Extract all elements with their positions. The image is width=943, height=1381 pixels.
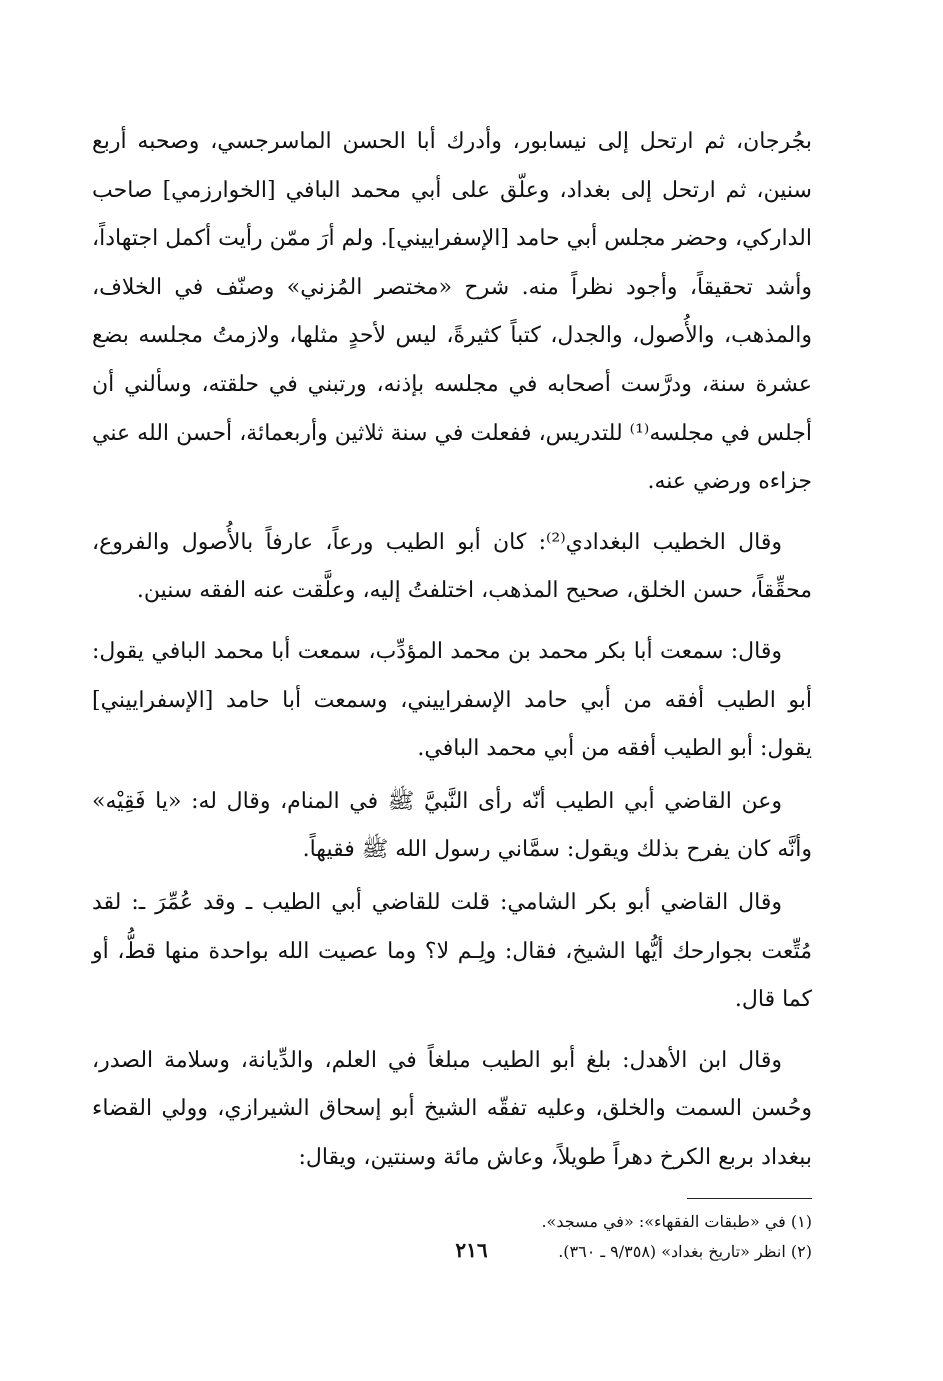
paragraph-5: وقال القاضي أبو بكر الشامي: قلت للقاضي أبي الطيب ـ وقد عُمِّرَ ـ: لقد مُتِّعت بجوارحك أيُّها الشيخ، فقال: ولِـم لا؟ وما عصيت الله بواحدة منها قطُّ، أو كما قال. — [92, 889, 812, 1013]
paragraph-1: بجُرجان، ثم ارتحل إلى نيسابور، وأدرك أبا الحسن الماسرجسي، وصحبه أربع سنين، ثم ارتحل إلى بغداد، وعلّق على أبي محمد البافي [الخوارزمي] صاحب الداركي، وحضر مجلس أبي حامد [الإسفراييني]. ولم أرَ ممّن رأيت أكمل اجتهاداً، وأشد تحقيقاً، وأجود نظراً منه. شرح «مختصر المُزني» وصنّف في الخلاف، والمذهب، والأُصول، والجدل، كتباً كثيرةً، ليس لأحدٍ مثلها، ولازمتُ مجلسه بضع عشرة سنة، ودرَّست أصحابه في مجلسه بإذنه، ورتبني في حلقته، وسألني أن أجلس في مجلسه⁽¹⁾ للتدريس، ففعلت في سنة ثلاثين وأربعمائة، أحسن الله عني جزاءه ورضي عنه. — [92, 129, 812, 495]
paragraph-6: وقال ابن الأهدل: بلغ أبو الطيب مبلغاً في العلم، والدِّيانة، وسلامة الصدر، وحُسن السمت والخلق، وعليه تفقّه الشيخ أبو إسحاق الشيرازي، وولي القضاء ببغداد بربع الكرخ دهراً طويلاً، وعاش مائة وسنتين، ويقال: — [92, 1047, 812, 1170]
paragraph-4: وعن القاضي أبي الطيب أنّه رأى النَّبيَّ ﷺ في المنام، وقال له: «يا فَقِيْه» وأنَّه كان يفرح بذلك ويقول: سمَّاني رسول الله ﷺ فقيهاً. — [92, 788, 812, 863]
page-number: ٢١٦ — [455, 1238, 488, 1262]
page-body — [92, 118, 812, 1267]
footnote-1: (١) في «طبقات الفقهاء»: «في مسجد». — [541, 1212, 812, 1232]
paragraph-3: وقال: سمعت أبا بكر محمد بن محمد المؤدِّب، سمعت أبا محمد البافي يقول: أبو الطيب أفقه من أبي حامد الإسفراييني، وسمعت أبا حامد [الإسفراييني] يقول: أبو الطيب أفقه من أبي محمد البافي. — [92, 638, 812, 762]
footnote-2: (٢) انظر «تاريخ بغداد» (٩/٣٥٨ ـ ٣٦٠). — [558, 1242, 812, 1262]
footnote-divider — [687, 1198, 812, 1199]
paragraph-2: وقال الخطيب البغدادي⁽²⁾: كان أبو الطيب ورعاً، عارفاً بالأُصول والفروع، محقِّقاً، حسن الخلق، صحيح المذهب، اختلفتُ إليه، وعلَّقت عنه الفقه سنين. — [92, 529, 812, 604]
